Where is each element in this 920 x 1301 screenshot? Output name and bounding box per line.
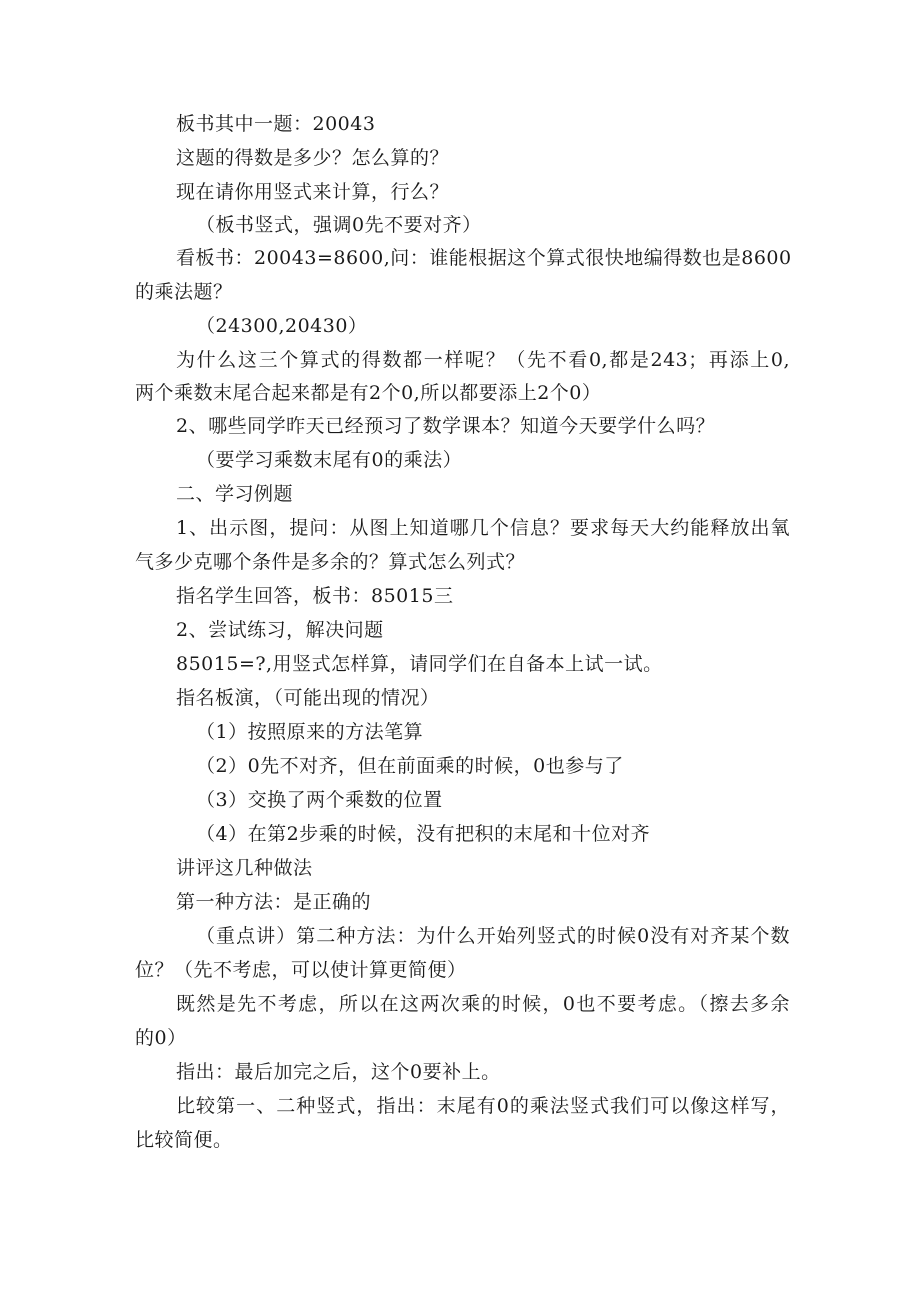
- text-line: 指名学生回答，板书：85015三: [176, 585, 454, 607]
- text-line: 比较简便。: [135, 1129, 233, 1151]
- section-heading: 二、学习例题: [176, 483, 294, 505]
- text-line: （3）交换了两个乘数的位置: [196, 789, 443, 811]
- text-line: 两个乘数末尾合起来都是有2个0,所以都要添上2个0）: [135, 382, 602, 404]
- text-line: 比较第一、二种竖式，指出：末尾有0的乘法竖式我们可以像这样写，: [176, 1095, 790, 1117]
- text-line: 第一种方法：是正确的: [176, 891, 372, 913]
- text-line: 1、出示图，提问：从图上知道哪几个信息？要求每天大约能释放出氧: [176, 517, 790, 539]
- text-line: （板书竖式，强调0先不要对齐）: [196, 214, 482, 236]
- text-line: （4）在第2步乘的时候，没有把积的末尾和十位对齐: [196, 823, 651, 845]
- text-line: 为什么这三个算式的得数都一样呢？（先不看0,都是243；再添上0,: [176, 349, 790, 371]
- text-line: 85015=?,用竖式怎样算，请同学们在自备本上试一试。: [176, 653, 663, 675]
- text-line: 这题的得数是多少？怎么算的？: [176, 147, 450, 169]
- text-line: 指名板演，（可能出现的情况）: [176, 687, 440, 709]
- text-line: 讲评这几种做法: [176, 857, 313, 879]
- text-line: （1）按照原来的方法笔算: [196, 721, 424, 743]
- text-line: 既然是先不考虑，所以在这两次乘的时候，0也不要考虑。（擦去多余: [176, 993, 790, 1015]
- text-line: （2）0先不对齐，但在前面乘的时候，0也参与了: [196, 755, 624, 777]
- text-line: 位？（先不考虑，可以使计算更简便）: [135, 959, 467, 981]
- text-line: 指出：最后加完之后，这个0要补上。: [176, 1061, 501, 1083]
- text-line: 现在请你用竖式来计算，行么？: [176, 181, 450, 203]
- text-line: 的0）: [135, 1027, 187, 1049]
- text-line: 的乘法题？: [135, 281, 233, 303]
- text-line: 板书其中一题：20043: [176, 113, 376, 135]
- text-line: （24300,20430）: [196, 315, 368, 337]
- text-line: 2、尝试练习，解决问题: [176, 619, 384, 641]
- text-line: 气多少克哪个条件是多余的？算式怎么列式？: [135, 551, 526, 573]
- text-line: （重点讲）第二种方法：为什么开始列竖式的时候0没有对齐某个数: [196, 925, 790, 947]
- text-line: 2、哪些同学昨天已经预习了数学课本？知道今天要学什么吗？: [176, 415, 716, 437]
- text-line: 看板书：20043=8600,问：谁能根据这个算式很快地编得数也是8600: [176, 247, 792, 269]
- text-line: （要学习乘数末尾有0的乘法）: [196, 449, 463, 471]
